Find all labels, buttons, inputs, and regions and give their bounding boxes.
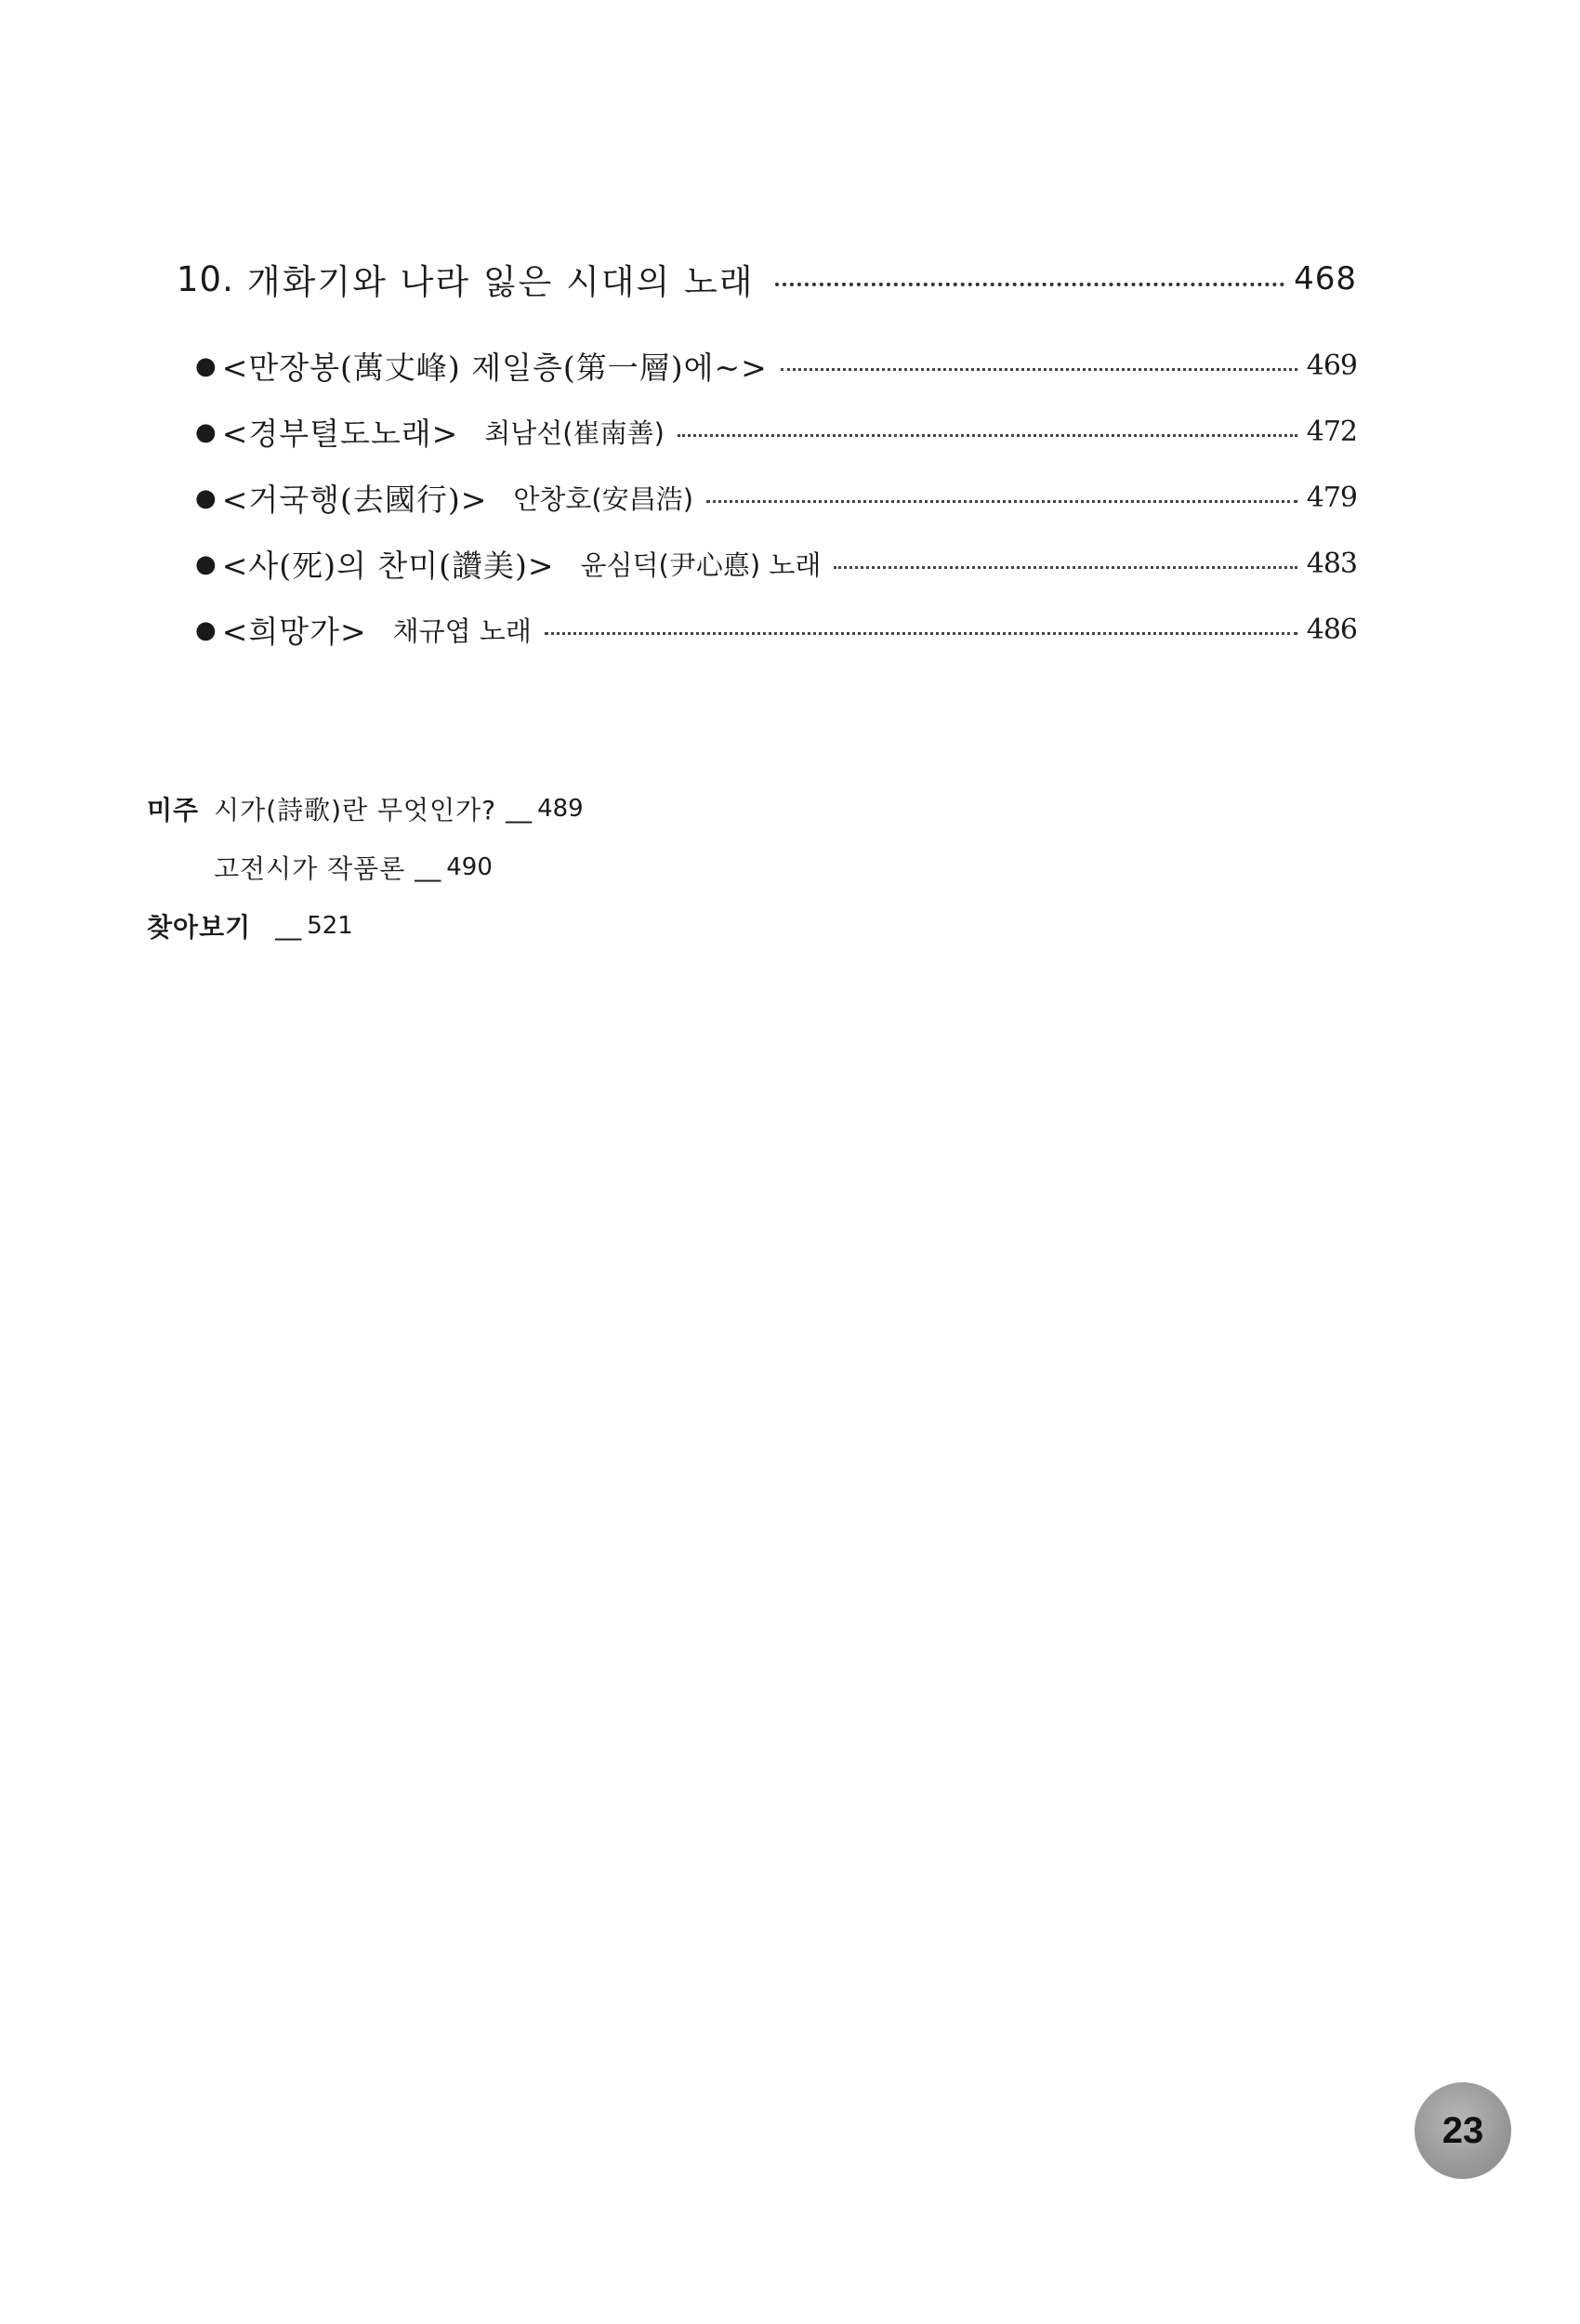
item-page: 472 [1306,416,1357,448]
item-page: 469 [1306,350,1357,382]
toc-item [195,531,1357,597]
page-number-badge [1415,2082,1511,2179]
endnotes-label: 미주 [147,794,200,825]
work-author: 최남선(崔南善) [484,417,665,449]
work-title: <사(死)의 찬미(讚美)> [221,548,555,584]
dot-leader [678,434,1297,437]
work-author: 채규엽 노래 [392,615,532,647]
chapter-title: 개화기와 나라 잃은 시대의 노래 [246,262,755,302]
toc-item [195,465,1357,531]
toc-item [195,399,1357,465]
item-page: 479 [1306,482,1357,514]
item-page: 483 [1306,548,1357,580]
work-title: <만장봉(萬丈峰) 제일층(第一層)에~> [221,350,768,386]
dot-leader [706,500,1297,503]
work-title: <희망가> [221,614,367,650]
endnote-separator: __ [415,852,441,882]
endnote-separator: __ [506,793,533,824]
endnote-page: 490 [446,852,493,881]
index-separator: __ [275,910,302,941]
endnote-entry [147,779,584,838]
dot-leader [834,566,1297,569]
bullet-icon: ● [195,549,217,578]
work-author: 안창호(安昌浩) [513,483,694,515]
toc-chapter-entry [177,251,1357,307]
toc-item [195,333,1357,399]
item-page: 486 [1306,614,1357,646]
index-label: 찾아보기 [147,911,252,943]
bullet-icon: ● [195,615,217,644]
dot-leader [781,368,1297,371]
back-matter [147,779,584,955]
index-entry [147,896,584,955]
work-author: 윤심덕(尹心悳) 노래 [580,549,822,581]
endnote-title: 시가(詩歌)란 무엇인가? [214,794,497,825]
endnote-page: 489 [537,794,584,823]
toc-item [195,597,1357,663]
endnote-entry [147,838,584,896]
index-page: 521 [307,911,353,940]
endnote-title: 고전시가 작품론 [214,852,406,884]
chapter-number: 10. [177,258,234,299]
work-title: <경부텰도노래> [221,416,459,452]
toc-item-list [195,333,1357,663]
chapter-page: 468 [1294,260,1357,297]
bullet-icon: ● [195,351,217,380]
page-number: 23 [1442,2109,1484,2151]
dot-leader [775,283,1285,286]
work-title: <거국행(去國行)> [221,482,488,518]
bullet-icon: ● [195,417,217,446]
dot-leader [545,632,1297,635]
bullet-icon: ● [195,483,217,512]
